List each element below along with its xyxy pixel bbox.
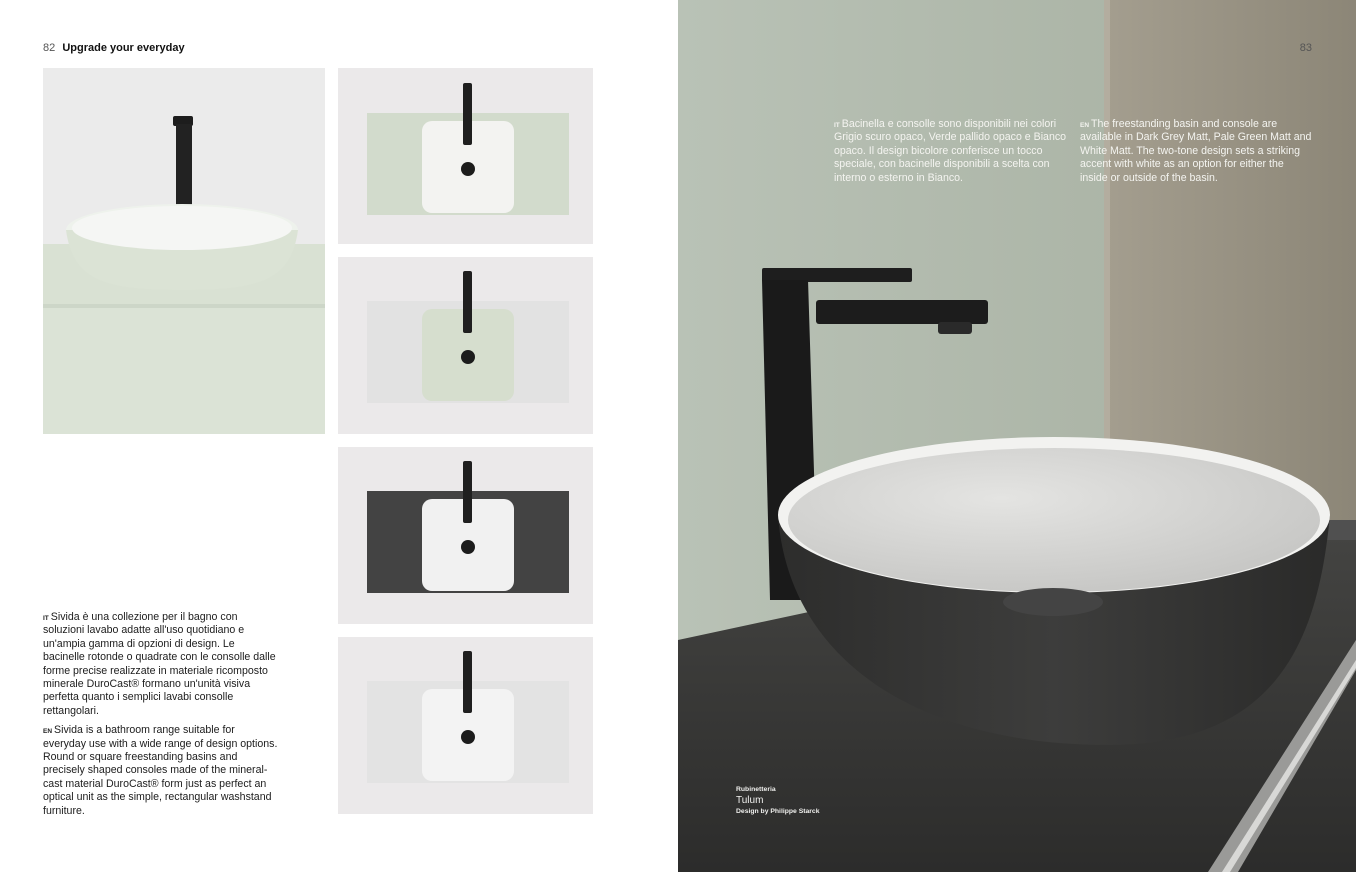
left-text-en-paragraph xyxy=(43,724,279,818)
right-text-en-block xyxy=(1080,118,1314,185)
caption-category: Rubinetteria xyxy=(736,786,776,793)
left-text-it-paragraph xyxy=(43,611,279,718)
caption-product: Tulum xyxy=(736,795,764,806)
caption-designer: Design by Philippe Starck xyxy=(736,808,820,815)
lang-tag-it: IT xyxy=(43,615,49,622)
left-text-it: Sivida è una collezione per il bagno con soluzioni lavabo adatte all'uso quotidiano e un'ampia gamma di opzioni di design. Le bacinelle rotonde o quadrate con le consolle dalle forme precise realizzate in materiale ricomposto minerale DuroCast® formano un'unità visiva perfetta quanto i semplici lavabi consolle rettangolari. xyxy=(43,611,276,717)
page-number-right: 83 xyxy=(1299,42,1312,54)
lang-tag-it-right: IT xyxy=(834,122,840,129)
page-header-left xyxy=(43,41,185,55)
right-page xyxy=(678,0,1356,872)
product-image-square-basin-dark-grey-console xyxy=(338,447,593,624)
product-image-pale-green-basin-white-console xyxy=(338,257,593,434)
right-text-it-block xyxy=(834,118,1070,185)
page-number-left: 82 xyxy=(43,42,56,54)
product-image-round-basin-pale-green xyxy=(43,68,325,434)
lang-tag-en: EN xyxy=(43,728,53,736)
product-image-square-basin-white-console xyxy=(338,637,593,814)
left-text-en: Sivida is a bathroom range suitable for everyday use with a wide range of design options. Round or square freestanding basins and precisely shaped consoles made of the mineral-cast material DuroCast® form just as perfect an optical unit as the simple, rectangular washstand furniture. xyxy=(43,724,278,817)
product-image-square-basin-pale-green-console xyxy=(338,68,593,244)
left-body-text xyxy=(43,611,279,824)
section-title: Upgrade your everyday xyxy=(62,42,185,54)
right-text-en: The freestanding basin and console are available in Dark Grey Matt, Pale Green Matt and White Matt. The two-tone design sets a striking accent with white as an option for either the inside or outside of the basin. xyxy=(1080,118,1312,184)
right-text-it: Bacinella e consolle sono disponibili nei colori Grigio scuro opaco, Verde pallido opaco e Bianco opaco. Il design bicolore conferisce un tocco speciale, con bacinelle disponibili a scelta con interno o esterno in Bianco. xyxy=(834,118,1067,184)
lang-tag-en-right: EN xyxy=(1080,122,1090,129)
photo-caption xyxy=(736,785,819,817)
